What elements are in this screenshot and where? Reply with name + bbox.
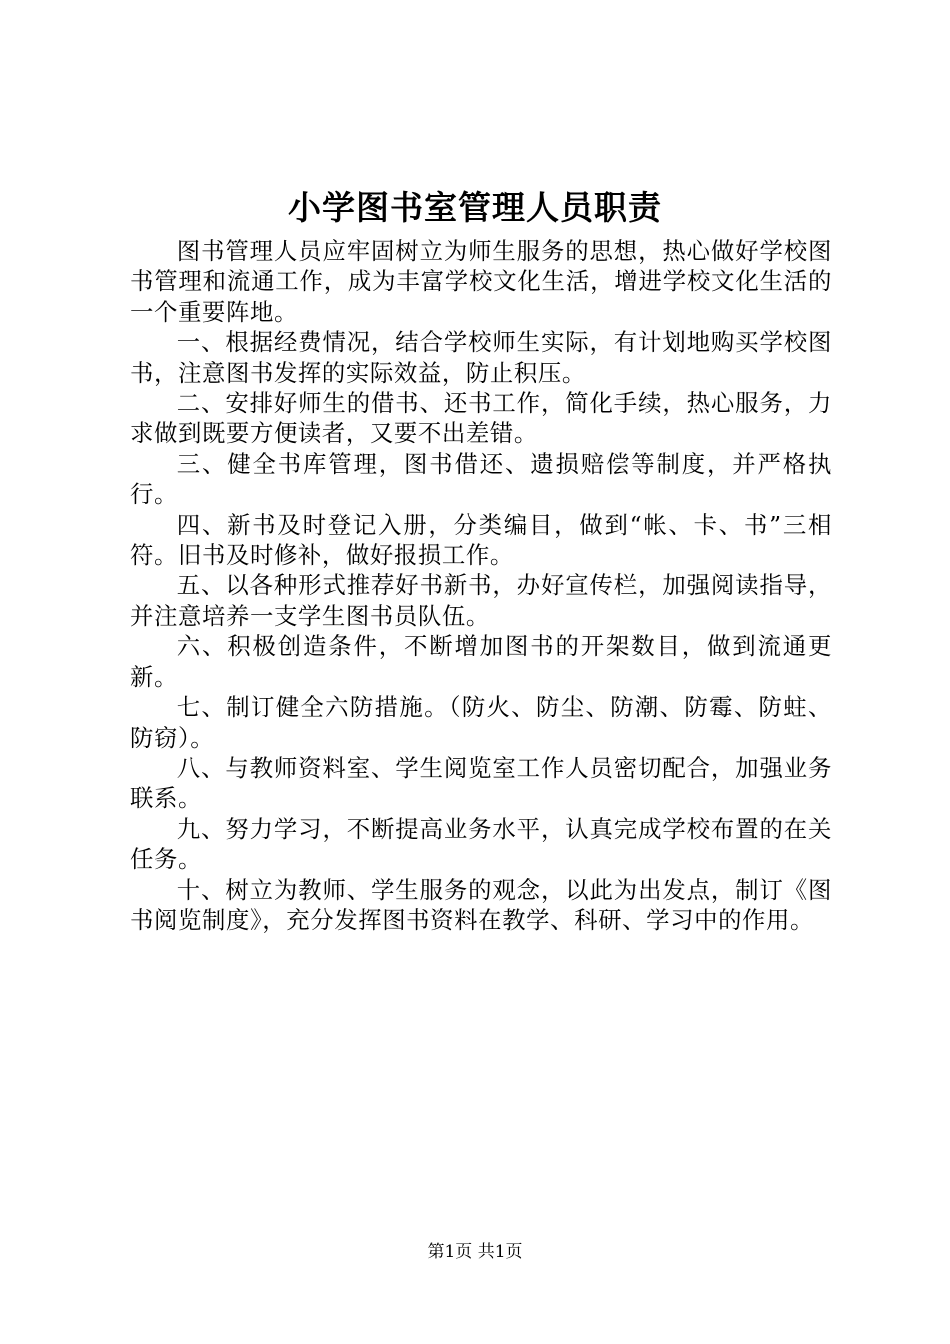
document-body [130,236,832,935]
paragraph-item-6: 六、积极创造条件，不断增加图书的开架数目，做到流通更新。 [130,632,832,691]
paragraph-item-1: 一、根据经费情况，结合学校师生实际，有计划地购买学校图书，注意图书发挥的实际效益，防止积压。 [130,328,832,387]
paragraph-item-9: 九、努力学习，不断提高业务水平，认真完成学校布置的在关任务。 [130,814,832,874]
paragraph-item-8: 八、与教师资料室、学生阅览室工作人员密切配合，加强业务联系。 [130,753,832,813]
page-footer: 第1页 共1页 [427,1242,523,1262]
paragraph-item-2: 二、安排好师生的借书、还书工作，简化手续，热心服务，力求做到既要方便读者，又要不出差错。 [130,389,832,448]
page-title: 小学图书室管理人员职责 [288,188,662,227]
paragraph-item-7: 七、制订健全六防措施。（防火、防尘、防潮、防霉、防蛀、防窃）。 [130,693,832,752]
paragraph-item-3: 三、健全书库管理，图书借还、遗损赔偿等制度，并严格执行。 [130,449,832,509]
paragraph-intro: 图书管理人员应牢固树立为师生服务的思想，热心做好学校图书管理和流通工作，成为丰富学校文化生活，增进学校文化生活的一个重要阵地。 [130,237,832,326]
paragraph-item-4: 四、新书及时登记入册，分类编目，做到“帐、卡、书”三相符。旧书及时修补，做好报损工作。 [130,510,832,570]
paragraph-item-5: 五、以各种形式推荐好书新书，办好宣传栏，加强阅读指导，并注意培养一支学生图书员队伍。 [130,571,832,630]
paragraph-item-10: 十、树立为教师、学生服务的观念，以此为出发点，制订《图书阅览制度》，充分发挥图书资料在教学、科研、学习中的作用。 [130,875,832,934]
